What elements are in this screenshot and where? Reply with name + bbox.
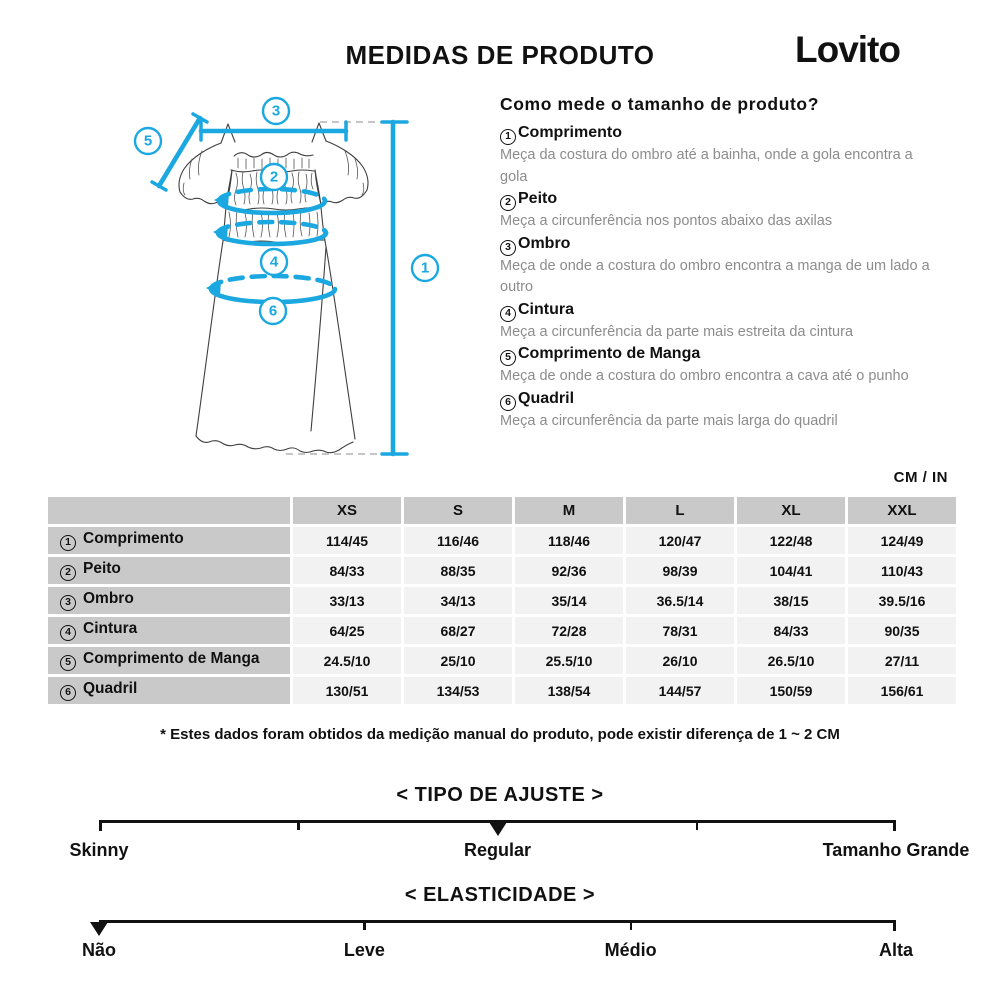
measurement-value: 92/36 bbox=[515, 557, 623, 584]
marker-1 bbox=[412, 255, 438, 281]
scale-label: Leve bbox=[343, 940, 385, 960]
measurement-value: 114/45 bbox=[293, 527, 401, 554]
item-number: 4 bbox=[500, 306, 516, 322]
scale-label: Alta bbox=[878, 940, 914, 960]
measurement-value: 88/35 bbox=[404, 557, 512, 584]
measure-line-length bbox=[382, 122, 407, 454]
item-number: 3 bbox=[500, 240, 516, 256]
svg-text:4: 4 bbox=[269, 253, 279, 271]
row-number: 1 bbox=[60, 535, 76, 551]
scale-tick bbox=[696, 820, 699, 830]
row-number: 2 bbox=[60, 565, 76, 581]
svg-text:6: 6 bbox=[268, 302, 278, 320]
measure-instructions bbox=[500, 94, 944, 432]
measurement-value: 120/47 bbox=[626, 527, 734, 554]
measurement-value: 116/46 bbox=[404, 527, 512, 554]
measurement-value: 122/48 bbox=[737, 527, 845, 554]
row-label: 6 Quadril bbox=[48, 677, 290, 704]
item-desc: Meça a circunferência da parte mais estreita da cintura bbox=[500, 323, 854, 340]
item-desc: Meça a circunferência nos pontos abaixo das axilas bbox=[500, 213, 833, 229]
measurement-value: 138/54 bbox=[515, 677, 623, 704]
measurement-value: 25.5/10 bbox=[515, 647, 623, 674]
size-col-header: L bbox=[626, 497, 734, 524]
measurement-value: 68/27 bbox=[404, 617, 512, 644]
size-diagram bbox=[80, 95, 480, 470]
row-label: 4 Cintura bbox=[48, 617, 290, 644]
instructions-heading: Como mede o tamanho de produto? bbox=[500, 94, 820, 114]
row-number: 5 bbox=[60, 655, 76, 671]
measurement-value: 26.5/10 bbox=[737, 647, 845, 674]
item-desc: Meça de onde a costura do ombro encontra a cava até o punho bbox=[500, 368, 909, 384]
size-col-header: XXL bbox=[848, 497, 956, 524]
unit-label: CM / IN bbox=[893, 469, 948, 486]
size-col-header: S bbox=[404, 497, 512, 524]
measurement-value: 35/14 bbox=[515, 587, 623, 614]
scale-title: < TIPO DE AJUSTE > bbox=[396, 784, 604, 806]
item-desc: Meça a circunferência da parte mais larga do quadril bbox=[500, 412, 838, 429]
item-title-text: Comprimento de Manga bbox=[518, 345, 701, 362]
measurement-value: 124/49 bbox=[848, 527, 956, 554]
item-title-text: Comprimento bbox=[518, 124, 622, 141]
item-number: 2 bbox=[500, 195, 516, 211]
item-title-text: Ombro bbox=[518, 234, 571, 252]
item-title-text: Peito bbox=[518, 190, 558, 207]
table-corner-cell bbox=[48, 497, 290, 524]
scale-pointer-icon bbox=[489, 822, 507, 836]
scale-tick bbox=[297, 820, 300, 830]
row-number: 4 bbox=[60, 625, 76, 641]
item-number: 5 bbox=[500, 350, 516, 366]
instruction-item bbox=[500, 188, 944, 233]
scale-pointer-icon bbox=[90, 922, 108, 936]
scale-tick bbox=[630, 920, 633, 930]
measurement-value: 64/25 bbox=[293, 617, 401, 644]
measurement-value: 72/28 bbox=[515, 617, 623, 644]
footnote: * Estes dados foram obtidos da medição manual do produto, pode existir diferença de 1 ~ 2 CM bbox=[160, 726, 840, 743]
measurement-value: 27/11 bbox=[848, 647, 956, 674]
fit-scale bbox=[0, 784, 1000, 882]
scale-end-cap bbox=[99, 820, 102, 831]
size-table bbox=[45, 494, 959, 707]
marker-5 bbox=[135, 128, 161, 154]
measurement-value: 144/57 bbox=[626, 677, 734, 704]
size-col-header: XL bbox=[737, 497, 845, 524]
measurement-value: 25/10 bbox=[404, 647, 512, 674]
size-col-header: M bbox=[515, 497, 623, 524]
measurement-value: 98/39 bbox=[626, 557, 734, 584]
measurement-value: 36.5/14 bbox=[626, 587, 734, 614]
row-label: 5 Comprimento de Manga bbox=[48, 647, 290, 674]
measure-ellipse-chest bbox=[214, 189, 325, 213]
marker-6 bbox=[260, 298, 286, 324]
measurement-value: 90/35 bbox=[848, 617, 956, 644]
measurement-value: 39.5/16 bbox=[848, 587, 956, 614]
measurement-value: 38/15 bbox=[737, 587, 845, 614]
measurement-value: 104/41 bbox=[737, 557, 845, 584]
item-title-text: Quadril bbox=[518, 389, 575, 407]
scale-label: Regular bbox=[463, 840, 532, 860]
measurement-value: 26/10 bbox=[626, 647, 734, 674]
instruction-item bbox=[500, 122, 944, 188]
scale-label: Skinny bbox=[69, 840, 129, 860]
row-label: 3 Ombro bbox=[48, 587, 290, 614]
svg-text:3: 3 bbox=[271, 102, 281, 120]
scale-title: < ELASTICIDADE > bbox=[404, 884, 596, 906]
instruction-item bbox=[500, 233, 944, 299]
measurement-value: 130/51 bbox=[293, 677, 401, 704]
scale-label: Médio bbox=[604, 940, 657, 960]
item-desc: Meça de onde a costura do ombro encontra a manga de um lado a outro bbox=[500, 257, 930, 295]
marker-4 bbox=[261, 249, 287, 275]
marker-2 bbox=[261, 164, 287, 190]
svg-text:2: 2 bbox=[269, 168, 279, 186]
measurement-value: 118/46 bbox=[515, 527, 623, 554]
measurement-value: 84/33 bbox=[293, 557, 401, 584]
svg-text:1: 1 bbox=[420, 259, 430, 277]
scale-label: Não bbox=[81, 940, 117, 960]
item-title-text: Cintura bbox=[518, 300, 574, 318]
instruction-item bbox=[500, 388, 944, 433]
row-label: 1 Comprimento bbox=[48, 527, 290, 554]
measurement-value: 33/13 bbox=[293, 587, 401, 614]
scale-tick bbox=[363, 920, 366, 930]
svg-text:5: 5 bbox=[143, 132, 153, 150]
scale-line bbox=[99, 920, 896, 923]
measurement-value: 110/43 bbox=[848, 557, 956, 584]
page-title: MEDIDAS DE PRODUTO bbox=[345, 40, 655, 70]
scale-end-cap bbox=[893, 820, 896, 831]
scale-end-cap bbox=[893, 920, 896, 931]
elasticity-scale bbox=[0, 884, 1000, 982]
row-number: 6 bbox=[60, 685, 76, 701]
item-desc: Meça da costura do ombro até a bainha, onde a gola encontra a gola bbox=[500, 147, 913, 185]
row-number: 3 bbox=[60, 595, 76, 611]
measurement-value: 24.5/10 bbox=[293, 647, 401, 674]
measurement-value: 34/13 bbox=[404, 587, 512, 614]
item-number: 6 bbox=[500, 395, 516, 411]
scale-label: Tamanho Grande bbox=[822, 840, 970, 860]
brand-logo: Lovito bbox=[795, 29, 900, 70]
marker-3 bbox=[263, 98, 289, 124]
instruction-item bbox=[500, 343, 944, 388]
item-number: 1 bbox=[500, 129, 516, 145]
measurement-value: 156/61 bbox=[848, 677, 956, 704]
size-col-header: XS bbox=[293, 497, 401, 524]
measurement-value: 150/59 bbox=[737, 677, 845, 704]
measurement-value: 78/31 bbox=[626, 617, 734, 644]
measurement-value: 84/33 bbox=[737, 617, 845, 644]
measurement-value: 134/53 bbox=[404, 677, 512, 704]
instruction-item bbox=[500, 299, 944, 344]
row-label: 2 Peito bbox=[48, 557, 290, 584]
